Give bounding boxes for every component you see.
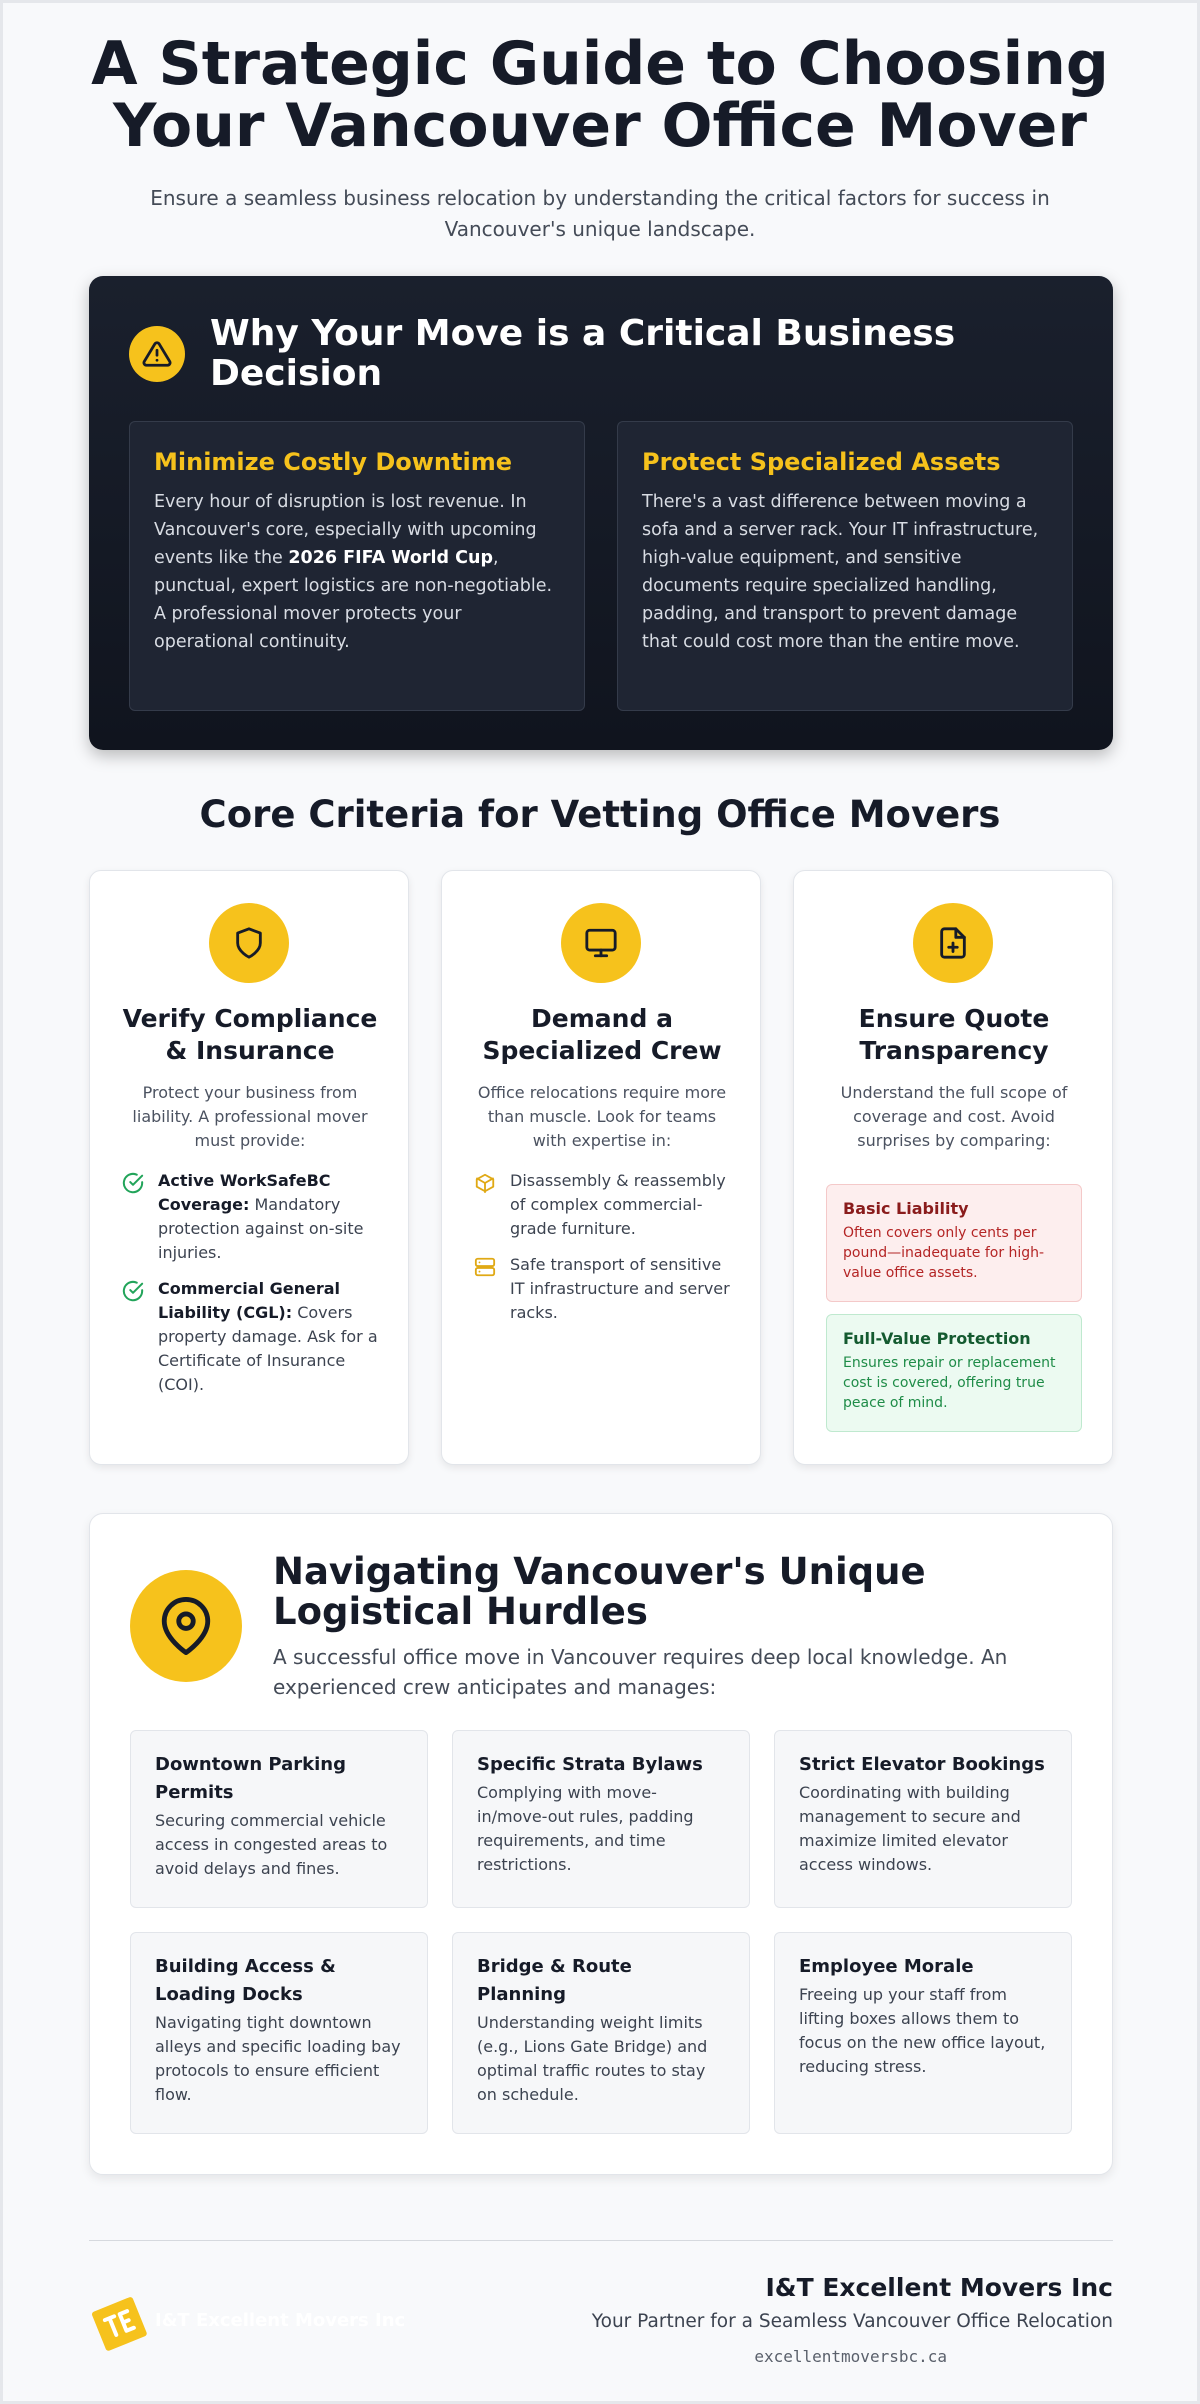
crew-list	[474, 1169, 734, 1337]
footer-company-name: I&T Excellent Movers Inc	[765, 2273, 1113, 2302]
hurdles-section	[89, 1513, 1113, 2175]
compliance-list	[122, 1169, 382, 1409]
page	[3, 3, 1197, 2401]
company-logo	[89, 2293, 149, 2353]
hurdle-card-parking	[130, 1730, 428, 1908]
list-item: Disassembly & reassembly of complex commercial-grade furniture.	[474, 1169, 734, 1241]
full-value-title: Full-Value Protection	[843, 1329, 1031, 1348]
list-item: Safe transport of sensitive IT infrastructure and server racks.	[474, 1253, 734, 1325]
hurdle-text: Freeing up your staff from lifting boxes allows them to focus on the new office layout, reducing stress.	[799, 1985, 1046, 2076]
hurdle-card-bridge	[452, 1932, 750, 2134]
warning-icon	[129, 326, 185, 382]
compliance-card-intro: Protect your business from liability. A professional mover must provide:	[132, 1083, 368, 1150]
crew-card	[441, 870, 761, 1465]
full-value-text: Ensures repair or replacement cost is covered, offering true peace of mind.	[843, 1355, 1056, 1411]
crew-card-intro: Office relocations require more than muscle. Look for teams with expertise in:	[477, 1083, 727, 1150]
page-title-line-2: Your Vancouver Office Mover	[113, 91, 1087, 161]
server-icon	[474, 1253, 498, 1325]
quote-card-intro: Understand the full scope of coverage and cost. Avoid surprises by comparing:	[840, 1083, 1068, 1150]
hurdle-text: Navigating tight downtown alleys and specific loading bay protocols to ensure efficient flow.	[155, 2013, 401, 2104]
hurdle-title: Bridge & Route Planning	[477, 1956, 632, 2005]
list-item: Commercial General Liability (CGL): Covers property damage. Ask for a Certificate of Insurance (COI).	[122, 1277, 382, 1397]
monitor-icon	[561, 903, 641, 983]
hurdle-card-strata	[452, 1730, 750, 1908]
basic-liability-text: Often covers only cents per pound—inadequate for high-value office assets.	[843, 1225, 1045, 1281]
footer-divider	[89, 2240, 1113, 2241]
fifa-highlight: 2026 FIFA World Cup	[288, 548, 494, 568]
downtime-card-text: Every hour of disruption is lost revenue. In Vancouver's core, especially with upcoming events like the 2026 FIFA World Cup, punctual, expert logistics are non-negotiable. A professional mover protects your operational continuity.	[154, 492, 553, 652]
compliance-card	[89, 870, 409, 1465]
hero	[3, 29, 1197, 245]
critical-decision-title: Why Your Move is a Critical Business Decision	[210, 313, 956, 394]
hurdles-title: Navigating Vancouver's Unique Logistical Hurdles	[273, 1550, 926, 1633]
footer-tagline: Your Partner for a Seamless Vancouver Office Relocation	[591, 2311, 1113, 2332]
compliance-card-title: Verify Compliance & Insurance	[122, 1004, 378, 1065]
map-pin-icon	[130, 1570, 242, 1682]
hurdle-text: Securing commercial vehicle access in congested areas to avoid delays and fines.	[155, 1811, 388, 1878]
page-subtitle: Ensure a seamless business relocation by understanding the critical factors for success in Vancouver's unique landscape.	[150, 186, 1050, 241]
hurdle-title: Employee Morale	[799, 1956, 974, 1977]
hurdle-card-elevator	[774, 1730, 1072, 1908]
quote-card-title: Ensure Quote Transparency	[858, 1004, 1050, 1065]
box-icon	[474, 1169, 498, 1241]
hurdle-card-morale	[774, 1932, 1072, 2134]
basic-liability-title: Basic Liability	[843, 1199, 969, 1218]
hurdle-text: Coordinating with building management to secure and maximize limited elevator access windows.	[799, 1783, 1021, 1874]
hurdle-title: Downtown Parking Permits	[155, 1754, 347, 1803]
shield-icon	[209, 903, 289, 983]
hurdle-text: Complying with move-in/move-out rules, padding requirements, and time restrictions.	[477, 1783, 694, 1874]
criteria-section-title: Core Criteria for Vetting Office Movers	[199, 793, 1001, 836]
quote-card	[793, 870, 1113, 1465]
crew-card-title: Demand a Specialized Crew	[482, 1004, 722, 1065]
check-circle-icon	[122, 1169, 146, 1265]
hurdle-title: Specific Strata Bylaws	[477, 1754, 703, 1775]
page-title-line-1: A Strategic Guide to Choosing	[91, 29, 1109, 99]
assets-card	[617, 421, 1073, 711]
full-value-box	[826, 1314, 1082, 1432]
list-item: Active WorkSafeBC Coverage: Mandatory protection against on-site injuries.	[122, 1169, 382, 1265]
downtime-card-title: Minimize Costly Downtime	[154, 448, 512, 476]
file-plus-icon	[913, 903, 993, 983]
assets-card-title: Protect Specialized Assets	[642, 448, 1001, 476]
assets-card-text: There's a vast difference between moving a sofa and a server rack. Your IT infrastructure, high-value equipment, and sensitive documents require specialized handling, padding, and transport to prevent damage that could cost more than the entire move.	[642, 492, 1039, 652]
hurdle-card-loading	[130, 1932, 428, 2134]
page-title	[3, 29, 1197, 161]
hurdles-intro: A successful office move in Vancouver requires deep local knowledge. An experienced crew anticipates and manages:	[273, 1645, 1008, 1699]
hurdle-text: Understanding weight limits (e.g., Lions Gate Bridge) and optimal traffic routes to stay on schedule.	[477, 2013, 708, 2104]
logo-text: I&T Excellent Movers Inc	[155, 2310, 406, 2331]
hurdle-title: Building Access & Loading Docks	[155, 1956, 336, 2005]
critical-decision-section	[89, 276, 1113, 750]
basic-liability-box	[826, 1184, 1082, 1302]
downtime-card	[129, 421, 585, 711]
check-circle-icon	[122, 1277, 146, 1397]
footer-website-link[interactable]: excellentmoversbc.ca	[754, 2347, 947, 2366]
hurdle-title: Strict Elevator Bookings	[799, 1754, 1045, 1775]
